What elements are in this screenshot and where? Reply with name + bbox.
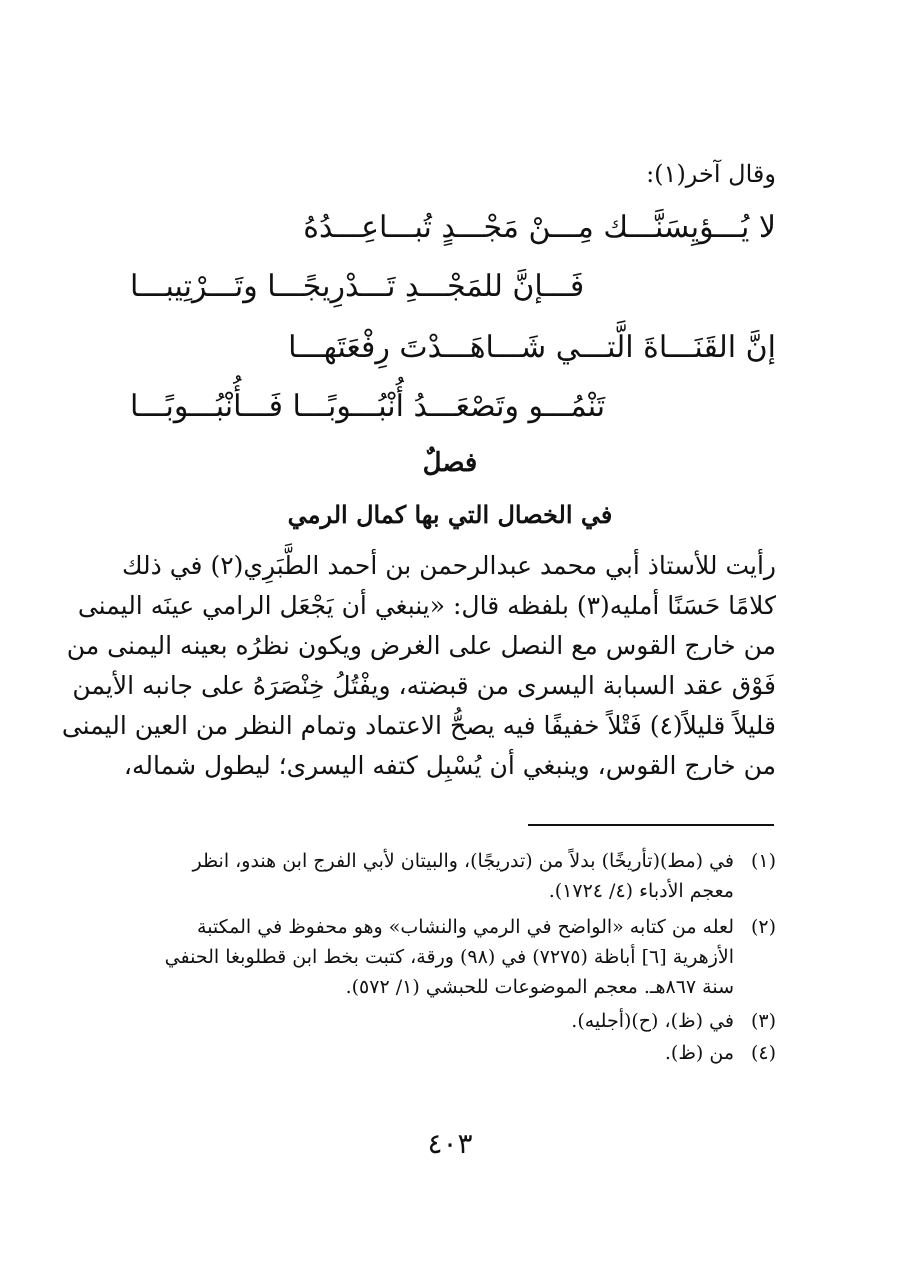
footnote-number: (١)	[750, 850, 776, 872]
verse-line-2: فَـــإنَّ للمَجْـــدِ تَـــدْرِيجًـــا وتَـــرْتِيبـــا	[130, 269, 585, 304]
footnote-line: في (مط)(تأريخًا) بدلاً من (تدريجًا)، والبيتان لأبي الفرج ابن هندو، انظر	[192, 850, 734, 872]
verse-line-3: إنَّ القَنَـــاةَ الَّتـــي شَـــاهَـــدْتَ رِفْعَتَهـــا	[288, 330, 776, 365]
section-heading: في الخصال التي بها كمال الرمي	[287, 500, 613, 529]
body-line: من خارج القوس، وينبغي أن يُسْبِل كتفه اليسرى؛ ليطول شماله،	[123, 751, 776, 780]
verse-intro: وقال آخر(١):	[646, 160, 776, 188]
footnote-line: الأزهرية [٦] أباظة (٧٢٧٥) في (٩٨) ورقة، كتبت بخط ابن قطلوبغا الحنفي	[164, 946, 734, 968]
footnote-line: معجم الأدباء (٤/ ١٧٢٤).	[548, 880, 734, 902]
footnote-number: (٣)	[750, 1010, 776, 1032]
footnote-line: في (ظ)، (ح)(أجليه).	[571, 1010, 734, 1032]
footnotes	[126, 846, 776, 1068]
body-line: فَوْق عقد السبابة اليسرى من قبضته، ويفْتُلُ خِنْصَرَهُ على جانبه الأيمن	[72, 671, 776, 700]
body-line: رأيت للأستاذ أبي محمد عبدالرحمن بن أحمد الطَّبَرِي(٢) في ذلك	[121, 551, 776, 580]
page-number: ٤٠٣	[427, 1127, 473, 1160]
footnote-line: سنة ٨٦٧هـ. معجم الموضوعات للحبشي (١/ ٥٧٢).	[345, 976, 734, 998]
footnote-2	[126, 912, 776, 1002]
footnote-3	[126, 1006, 776, 1036]
verse-line-1: لا يُـــؤيِسَنَّـــك مِـــنْ مَجْـــدٍ تُبـــاعِـــدُهُ	[303, 210, 776, 245]
footnote-line: لعله من كتابه «الواضح في الرمي والنشاب» وهو محفوظ في المكتبة	[197, 916, 734, 938]
body-paragraph	[61, 546, 776, 786]
body-line: قليلاً قليلاً(٤) فَتْلاً خفيفًا فيه يصحُّ الاعتماد وتمام النظر من العين اليمنى	[61, 711, 776, 740]
footnote-4	[126, 1038, 776, 1068]
footnote-divider	[528, 824, 774, 826]
footnote-number: (٤)	[750, 1042, 776, 1064]
footnote-number: (٢)	[750, 916, 776, 938]
footnote-1	[126, 846, 776, 906]
section-title: فصلٌ	[422, 448, 478, 478]
verse-line-4: تَنْمُـــو وتَصْعَـــدُ أُنْبُـــوبًـــا فَـــأُنْبُـــوبًـــا	[130, 389, 606, 424]
footnote-line: من (ظ).	[664, 1042, 734, 1064]
body-line: من خارج القوس مع النصل على الغرض ويكون نظرُه بعينه اليمنى من	[66, 631, 776, 660]
body-line: كلامًا حَسَنًا أمليه(٣) بلفظه قال: «ينبغي أن يَجْعَل الرامي عينَه اليمنى	[77, 591, 776, 620]
